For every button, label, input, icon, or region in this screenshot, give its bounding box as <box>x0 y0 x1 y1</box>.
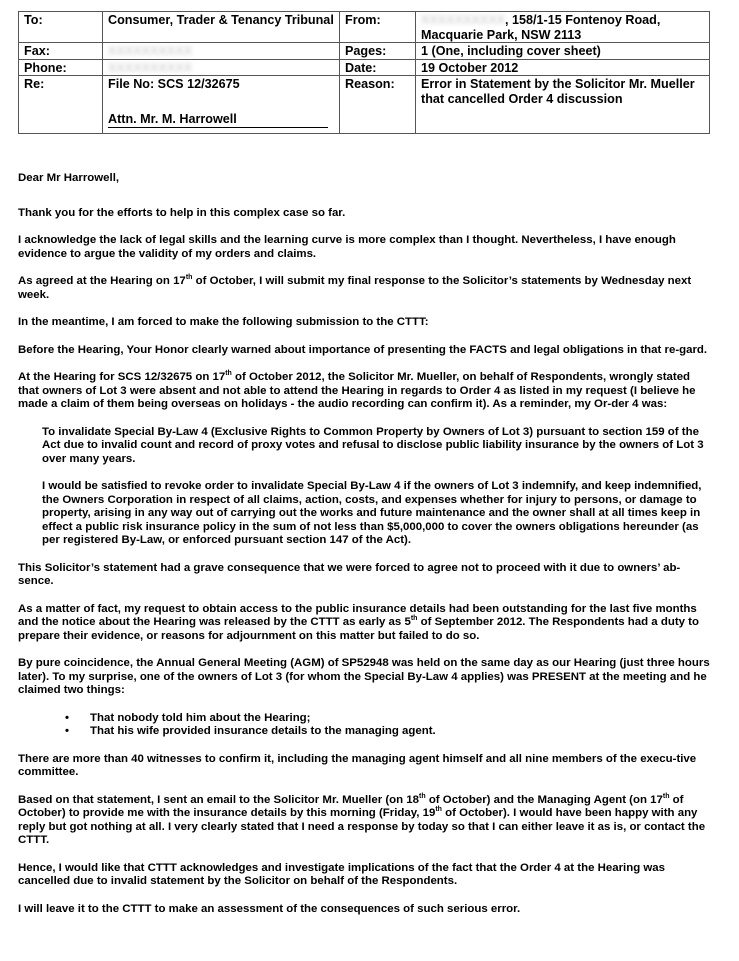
from-value <box>416 12 710 43</box>
to-value: Consumer, Trader & Tenancy Tribunal <box>103 12 340 43</box>
attention-underline <box>108 127 328 128</box>
paragraph-closing: I will leave it to the CTTT to make an assessment of the consequences of such serious error. <box>18 902 521 915</box>
paragraph-agm: By pure coincidence, the Annual General Meeting (AGM) of SP52948 was held on the same day as our Hearing (just three hours later). To my surprise, one of the owners of Lot 3 (for whom the Special By-Law 4 applies) was PRESENT at the meeting and he claimed two things: <box>18 657 710 696</box>
header-row-re <box>19 76 710 134</box>
claims-list <box>18 712 714 739</box>
paragraph-thanks: Thank you for the efforts to help in this complex case so far. <box>18 206 346 219</box>
header-row-to <box>19 12 710 43</box>
from-label: From: <box>340 12 416 43</box>
quote-indemnify: I would be satisfied to revoke order to invalidate Special By-Law 4 if the owners of Lot 3 indemnify, and keep indemnified, the Owners Corporation in respect of all claims, action, costs, and expenses whether for injury to persons, or damage to property, arising in any way out of carrying out the works and future maintenance and the owner shall at all times keep in effect a public risk insurance policy in the sum of not less than $5,000,000 to cover the owners obligations hereunder (as per registered By-Law, or enforced pursuant section 147 of the Act). <box>42 480 702 546</box>
re-file-number: File No: SCS 12/32675 <box>108 77 240 91</box>
fax-redacted: XXXXXXXXXX <box>108 44 192 58</box>
pages-label: Pages: <box>340 43 416 60</box>
re-attention: Attn. Mr. M. Harrowell <box>108 111 237 126</box>
list-item: • That nobody told him about the Hearing; <box>18 712 714 726</box>
list-item: • That his wife provided insurance details to the managing agent. <box>18 725 714 739</box>
phone-value <box>103 59 340 76</box>
salutation: Dear Mr Harrowell, <box>18 172 120 184</box>
paragraph-insurance-request: As a matter of fact, my request to obtain access to the public insurance details had been outstanding for the last five months and the notice about the Hearing was released by the CTTT as early as 5th of September 2012. The Respondents had a duty to prepare their evidence, or reasons for adjournment on this matter but failed to do so. <box>18 602 699 642</box>
phone-redacted: XXXXXXXXXX <box>108 60 192 75</box>
re-label: Re: <box>19 76 103 134</box>
letter-body <box>18 172 714 930</box>
fax-label: Fax: <box>19 43 103 60</box>
to-label: To: <box>19 12 103 43</box>
header-row-fax <box>19 43 710 60</box>
from-redacted: XXXXXXXXXX <box>421 13 505 27</box>
date-value: 19 October 2012 <box>416 59 710 76</box>
date-label: Date: <box>340 59 416 76</box>
reason-label: Reason: <box>340 76 416 134</box>
fax-header-table <box>18 11 710 134</box>
from-address-line2: Macquarie Park, NSW 2113 <box>421 27 582 42</box>
quote-order-4: To invalidate Special By-Law 4 (Exclusive Rights to Common Property by Owners of Lot 3) pursuant to section 159 of the Act due to invalid count and record of proxy votes and refusal to disclose public liability insurance by the owners of Lot 3 over many years. <box>42 425 704 465</box>
paragraph-submit-response: As agreed at the Hearing on 17th of October, I will submit my final response to the Solicitor’s statements by Wednesday next week. <box>18 274 692 301</box>
from-address-line1: , 158/1-15 Fontenoy Road, <box>505 13 661 27</box>
paragraph-warning: Before the Hearing, Your Honor clearly warned about importance of presenting the FACTS and legal obligations in that re-gard. <box>18 343 708 356</box>
paragraph-consequence: This Solicitor’s statement had a grave consequence that we were forced to agree not to proceed with it due to owners’ ab-sence. <box>18 561 681 587</box>
paragraph-witnesses: There are more than 40 witnesses to confirm it, including the managing agent himself and all nine members of the execu-tive committee. <box>18 752 697 778</box>
phone-label: Phone: <box>19 59 103 76</box>
paragraph-hearing: At the Hearing for SCS 12/32675 on 17th of October 2012, the Solicitor Mr. Mueller, on behalf of Respondents, wrongly stated that owners of Lot 3 were absent and not able to attend the Hearing in regards to Order 4 as listed in my request (I believe he made a claim of them being overseas on holidays - the audio recording can confirm it). As a reminder, my Or-der 4 was: <box>18 370 696 410</box>
reason-value: Error in Statement by the Solicitor Mr. Mueller that cancelled Order 4 discussion <box>416 76 710 134</box>
paragraph-email: Based on that statement, I sent an email to the Solicitor Mr. Mueller (on 18th of October) and the Managing Agent (on 17th of October) to provide me with the insurance details by this morning (Friday, 19th of October). I would have been happy with any reply but got nothing at all. I very clearly stated that I need a response by today so that I can either leave it as is, or contact the CTTT. <box>18 792 706 846</box>
paragraph-request: Hence, I would like that CTTT acknowledges and investigate implications of the fact that the Order 4 at the Hearing was cancelled due to invalid statement by the Solicitor on behalf of the Respondents. <box>18 861 665 887</box>
re-value <box>103 76 340 134</box>
fax-value <box>103 43 340 60</box>
header-row-phone <box>19 59 710 76</box>
pages-value: 1 (One, including cover sheet) <box>416 43 710 60</box>
paragraph-submission: In the meantime, I am forced to make the following submission to the CTTT: <box>18 316 429 328</box>
paragraph-acknowledge: I acknowledge the lack of legal skills and the learning curve is more complex than I thought. Nevertheless, I have enough evidence to argue the validity of my orders and claims. <box>18 234 676 260</box>
